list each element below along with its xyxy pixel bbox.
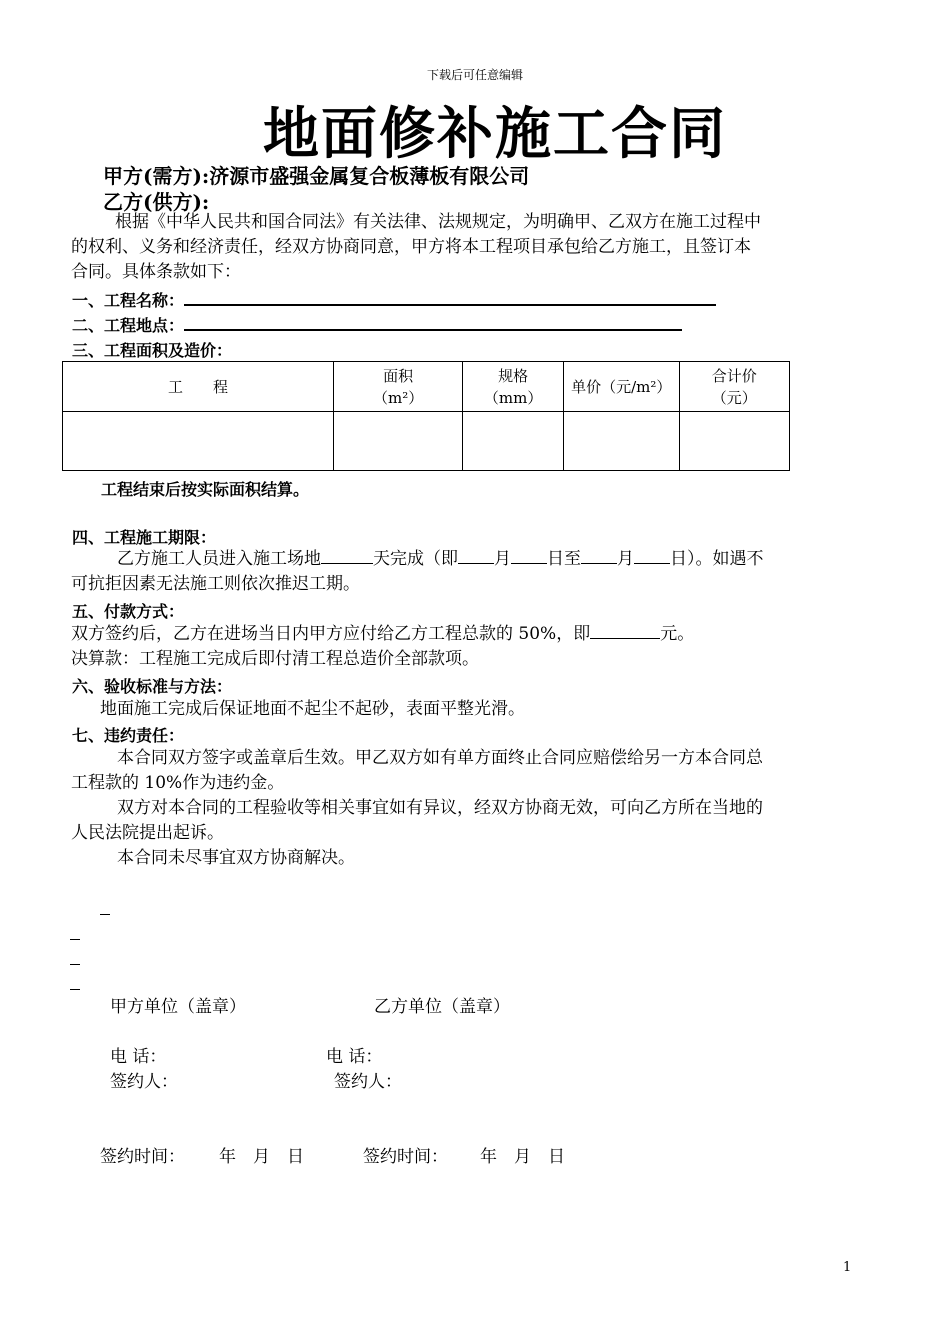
end-month-blank[interactable] [581, 549, 617, 564]
cell-area[interactable] [334, 412, 463, 471]
party-a-unit-seal: 甲方单位（盖章） [110, 997, 246, 1017]
header-spec [463, 362, 564, 412]
period-text-6: 日）。如遇不 [670, 549, 764, 569]
header-unit-price: 单价（元/m²） [563, 362, 679, 412]
settlement-note: 工程结束后按实际面积结算。 [101, 480, 310, 499]
start-day-blank[interactable] [511, 549, 547, 564]
acceptance-text: 地面施工完成后保证地面不起尘不起砂，表面平整光滑。 [100, 699, 525, 719]
start-month-blank[interactable] [458, 549, 494, 564]
dash-mark [100, 914, 110, 915]
document-title: 地面修补施工合同 [263, 101, 727, 167]
section-project-name [72, 288, 716, 311]
period-text-5: 月 [617, 549, 634, 569]
section-project-location [72, 313, 682, 336]
intro-line-3: 合同。具体条款如下： [71, 262, 241, 282]
payment-line-1 [71, 622, 694, 647]
party-a-date-label: 签约时间： [100, 1147, 185, 1167]
party-b-unit-seal: 乙方单位（盖章） [374, 997, 510, 1017]
liability-para1-line1: 本合同双方签字或盖章后生效。甲乙双方如有单方面终止合同应赔偿给另一方本合同总 [117, 748, 763, 768]
end-day-blank[interactable] [634, 549, 670, 564]
intro-line-2: 的权利、义务和经济责任，经双方协商同意，甲方将本工程项目承包给乙方施工，且签订本 [71, 237, 751, 257]
party-a-date-value: 年 月 日 [219, 1147, 304, 1167]
header-note: 下载后可任意编辑 [426, 68, 523, 82]
period-text-4: 日至 [547, 549, 581, 569]
header-total-line2: （元） [711, 388, 757, 407]
liability-para3: 本合同未尽事宜双方协商解决。 [117, 848, 355, 868]
period-line-2: 可抗拒因素无法施工则依次推迟工期。 [71, 574, 360, 594]
period-text-1: 乙方施工人员进入施工场地 [117, 549, 321, 569]
table-header-row [63, 362, 790, 412]
party-b: 乙方(供方): [103, 190, 210, 214]
header-spec-line1: 规格 [498, 366, 529, 385]
party-b-signer-label: 签约人： [334, 1072, 402, 1092]
cell-unit-price[interactable] [563, 412, 679, 471]
liability-para2-line2: 人民法院提出起诉。 [71, 823, 224, 843]
section-project-location-label: 二、工程地点： [72, 316, 185, 335]
header-project: 工 程 [63, 362, 334, 412]
header-area-line1: 面积 [383, 366, 414, 385]
price-table [62, 361, 790, 471]
payment-text-1: 双方签约后，乙方在进场当日内甲方应付给乙方工程总款的 50%，即 [71, 624, 591, 644]
header-area [334, 362, 463, 412]
period-text-2: 天完成（即 [373, 549, 458, 569]
cell-spec[interactable] [463, 412, 564, 471]
liability-para1-line2: 工程款的 10%作为违约金。 [71, 773, 285, 793]
party-b-phone-label: 电 话： [326, 1047, 383, 1067]
party-b-date-label: 签约时间： [363, 1147, 448, 1167]
payment-amount-blank[interactable] [590, 624, 660, 639]
party-b-sign-date [363, 1145, 565, 1170]
section-project-name-label: 一、工程名称： [72, 291, 185, 310]
header-area-line2: （m²） [373, 388, 424, 407]
dash-mark [70, 989, 80, 990]
section-acceptance: 六、验收标准与方法： [72, 677, 233, 696]
liability-para2-line1: 双方对本合同的工程验收等相关事宜如有异议，经双方协商无效，可向乙方所在当地的 [117, 798, 763, 818]
intro-line-1: 根据《中华人民共和国合同法》有关法律、法规规定，为明确甲、乙双方在施工过程中 [115, 212, 761, 232]
party-b-date-value: 年 月 日 [480, 1147, 565, 1167]
header-total-line1: 合计价 [711, 366, 757, 385]
cell-total[interactable] [679, 412, 789, 471]
cell-project[interactable] [63, 412, 334, 471]
dash-mark [70, 939, 80, 940]
project-name-blank[interactable] [184, 288, 716, 306]
party-a-phone-label: 电 话： [110, 1047, 167, 1067]
header-total [679, 362, 789, 412]
party-a: 甲方(需方):济源市盛强金属复合板薄板有限公司 [103, 164, 530, 188]
period-line-1 [117, 547, 764, 572]
page-number: 1 [843, 1260, 852, 1275]
period-days-blank[interactable] [321, 549, 373, 564]
period-text-3: 月 [494, 549, 511, 569]
dash-mark [70, 964, 80, 965]
payment-line-2: 决算款：工程施工完成后即付清工程总造价全部款项。 [71, 649, 479, 669]
table-row [63, 412, 790, 471]
party-a-sign-date [100, 1145, 304, 1170]
party-a-signer-label: 签约人： [110, 1072, 178, 1092]
section-construction-period: 四、工程施工期限： [72, 528, 217, 547]
section-liability: 七、违约责任： [72, 726, 185, 745]
project-location-blank[interactable] [184, 313, 682, 331]
section-area-price: 三、工程面积及造价： [72, 341, 233, 360]
section-payment: 五、付款方式： [72, 602, 185, 621]
payment-text-2: 元。 [660, 624, 695, 644]
header-spec-line2: （mm） [483, 388, 543, 407]
